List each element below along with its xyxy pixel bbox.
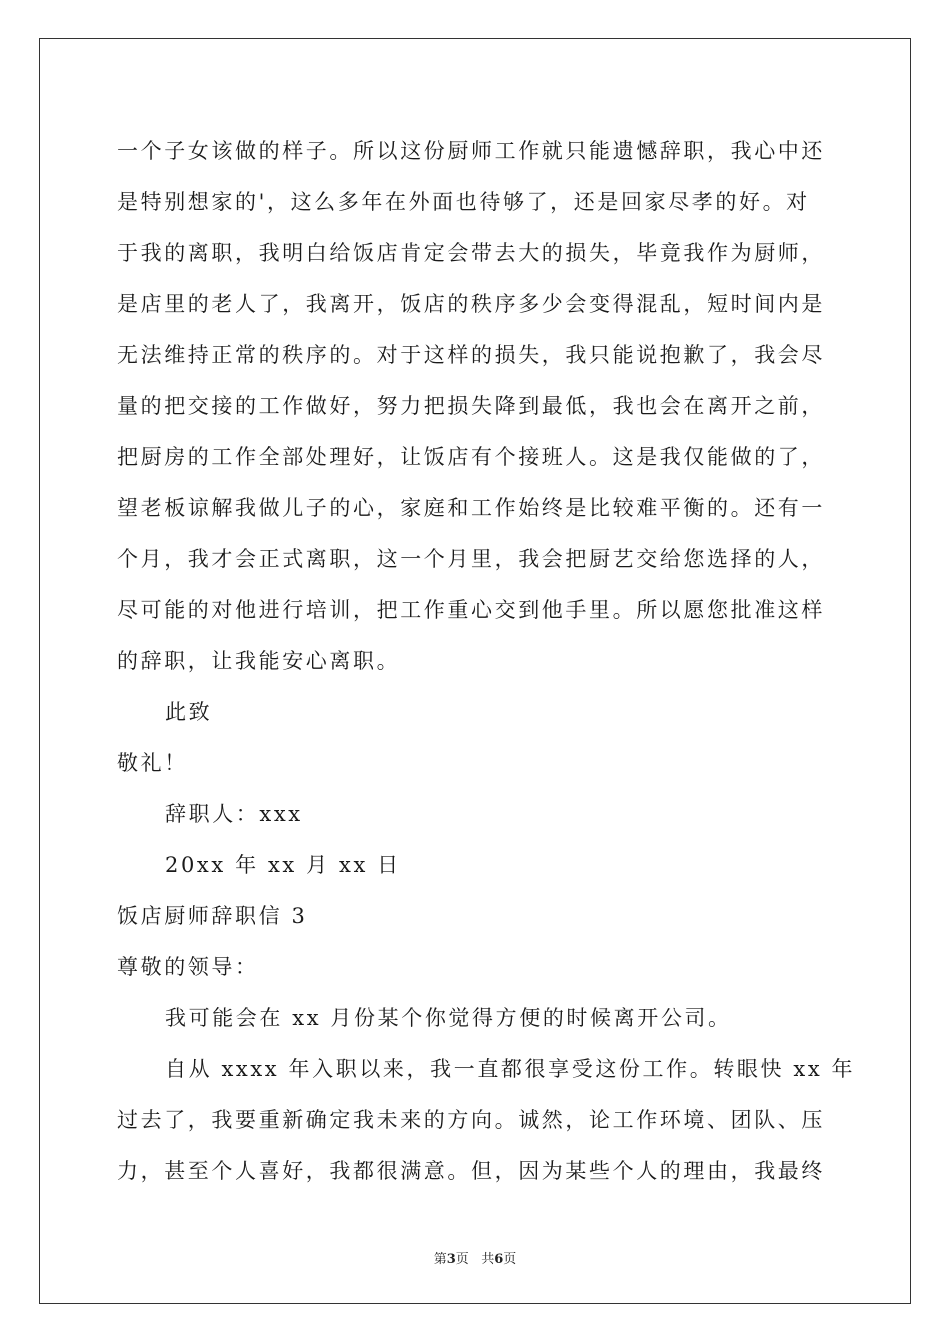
text-line-9: 个月，我才会正式离职，这一个月里，我会把厨艺交给您选择的人，: [117, 547, 825, 571]
text-line-1: 一个子女该做的样子。所以这份厨师工作就只能遗憾辞职，我心中还: [117, 139, 825, 163]
total-prefix: 共: [481, 1252, 495, 1267]
text-line-10: 尽可能的对他进行培训，把工作重心交到他手里。所以愿您批准这样: [117, 598, 825, 622]
total-suffix: 页: [503, 1252, 517, 1267]
text-line-7: 把厨房的工作全部处理好，让饭店有个接班人。这是我仅能做的了，: [117, 445, 825, 469]
text-line-20: 过去了，我要重新确定我未来的方向。诚然，论工作环境、团队、压: [117, 1108, 825, 1132]
section-title: 饭店厨师辞职信 3: [117, 904, 308, 928]
page-prefix: 第: [433, 1252, 447, 1267]
text-line-8: 望老板谅解我做儿子的心，家庭和工作始终是比较难平衡的。还有一: [117, 496, 825, 520]
text-line-21: 力，甚至个人喜好，我都很满意。但，因为某些个人的理由，我最终: [117, 1159, 825, 1183]
signature-date: 20xx 年 xx 月 xx 日: [165, 853, 401, 877]
text-line-18: 我可能会在 xx 月份某个你觉得方便的时候离开公司。: [165, 1006, 732, 1030]
closing-regards: 敬礼！: [117, 751, 188, 775]
page-suffix: 页: [455, 1252, 469, 1267]
current-page-number: 3: [446, 1252, 456, 1267]
closing-salutation: 此致: [165, 700, 213, 724]
total-pages-number: 6: [494, 1252, 504, 1267]
text-line-3: 于我的离职，我明白给饭店肯定会带去大的损失，毕竟我作为厨师，: [117, 241, 825, 265]
letter-greeting: 尊敬的领导：: [117, 955, 259, 979]
text-line-2: 是特别想家的'，这么多年在外面也待够了，还是回家尽孝的好。对: [117, 190, 810, 214]
document-body: [117, 126, 856, 1197]
text-line-11: 的辞职，让我能安心离职。: [117, 649, 401, 673]
text-line-6: 量的把交接的工作做好，努力把损失降到最低，我也会在离开之前，: [117, 394, 825, 418]
text-line-4: 是店里的老人了，我离开，饭店的秩序多少会变得混乱，短时间内是: [117, 292, 825, 316]
text-line-19: 自从 xxxx 年入职以来，我一直都很享受这份工作。转眼快 xx 年: [165, 1057, 856, 1081]
text-line-5: 无法维持正常的秩序的。对于这样的损失，我只能说抱歉了，我会尽: [117, 343, 825, 367]
page-footer: [0, 1248, 950, 1267]
signature-name: 辞职人：xxx: [165, 802, 303, 826]
